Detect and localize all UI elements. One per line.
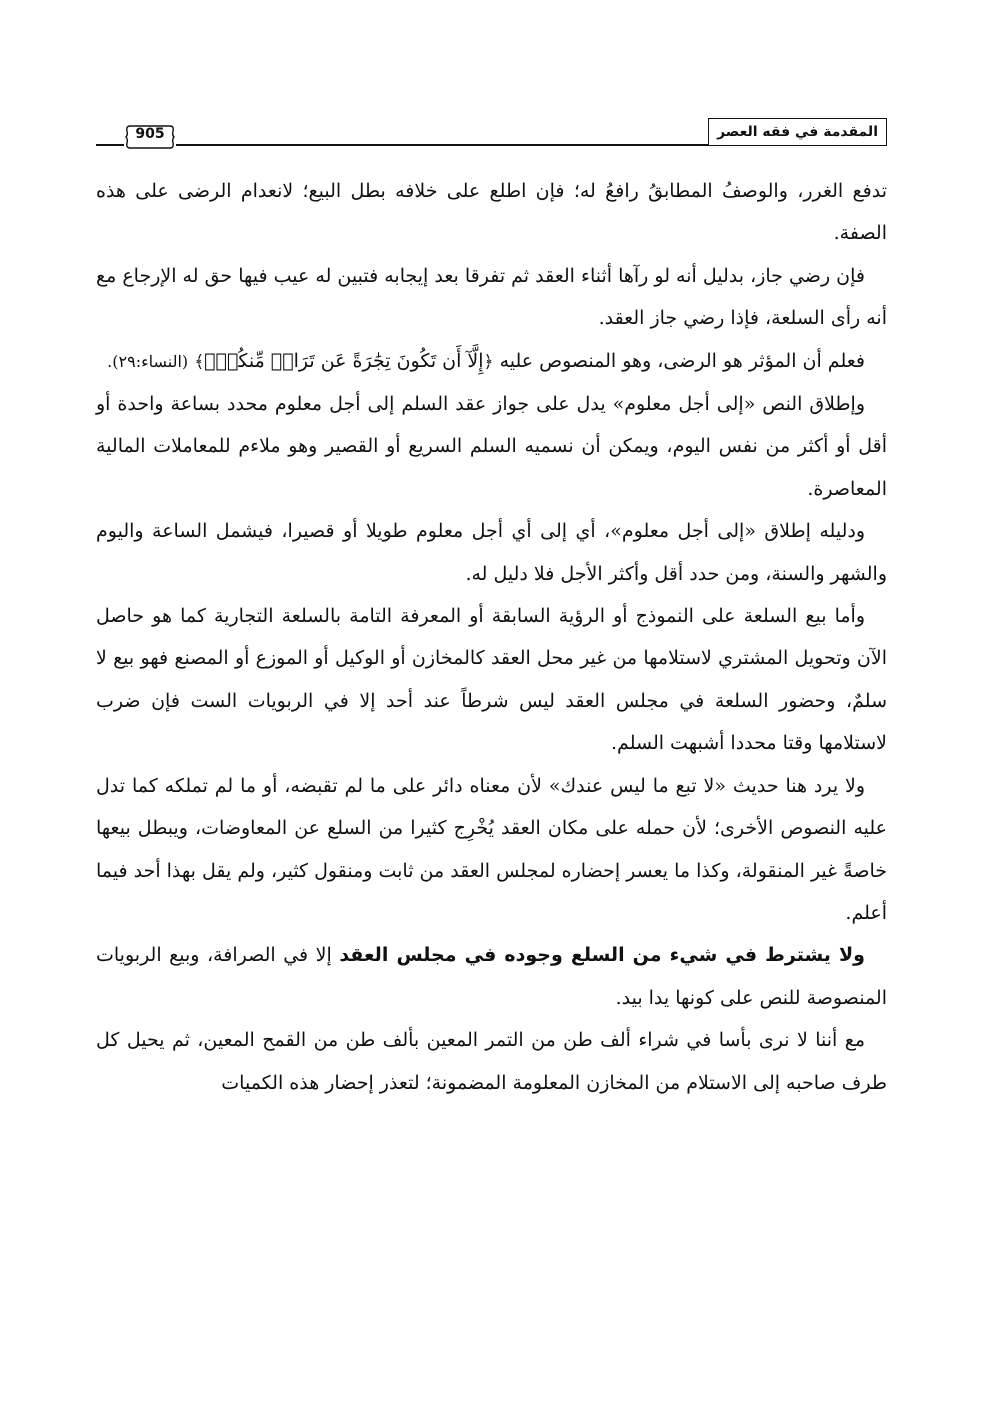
running-header	[96, 118, 887, 148]
paragraph-3-lead: فعلم أن المؤثر هو الرضى، وهو المنصوص عليه	[499, 349, 865, 372]
paragraph-1: تدفع الغرر، والوصفُ المطابقُ رافعُ له؛ فإن اطلع على خلافه بطل البيع؛ لانعدام الرضى على هذه الصفة.	[96, 180, 887, 245]
quran-bracket-open: ﴿	[483, 351, 494, 372]
paragraph-8	[96, 934, 887, 1019]
paragraph-8-bold-lead: ولا يشترط في شيء من السلع وجوده في مجلس العقد	[339, 944, 865, 967]
paragraph-2: فإن رضي جاز، بدليل أنه لو رآها أثناء العقد ثم تفرقا بعد إيجابه فتبين له عيب فيها حق له الإرجاع مع أنه رأى السلعة، فإذا رضي جاز العقد.	[96, 264, 887, 330]
paragraph-6: وأما بيع السلعة على النموذج أو الرؤية السابقة أو المعرفة التامة بالسلعة التجارية كما هو حاصل الآن وتحويل المشتري لاستلامها من غير محل العقد كالمخازن أو الوكيل أو الموزع أو المصنع فهو بيع لا سلمٌ، وحضور السلعة في مجلس العقد ليس شرطاً عند أحد إلا في الربويات الست فإن ضرب لاستلامها وقتا محددا أشبهت السلم.	[96, 605, 887, 755]
paragraph-4: وإطلاق النص «إلى أجل معلوم» يدل على جواز عقد السلم إلى أجل معلوم محدد بساعة واحدة أو أقل أو أكثر من نفس اليوم، ويمكن أن نسميه السلم السريع أو القصير وهو ملاءم للمعاملات المالية المعاصرة.	[96, 393, 887, 500]
body-text	[96, 170, 887, 1104]
paragraph-7: ولا يرد هنا حديث «لا تبع ما ليس عندك» لأن معناه دائر على ما لم تقبضه، أو ما لم تملكه كما تدل عليه النصوص الأخرى؛ لأن حمله على مكان العقد يُخْرِج كثيرا من السلع عن المعاوضات، ويبطل بيعها خاصةً غير المنقولة، وكذا ما يعسر إحضاره لمجلس العقد من ثابت ومنقول كثير، ولم يقل بهذا أحد فيما أعلم.	[95, 774, 887, 924]
quran-bracket-close: ﴾	[194, 351, 205, 372]
page-number: 905	[135, 126, 165, 142]
verse-citation: (النساء:٢٩).	[107, 351, 189, 371]
quran-verse: إِلَّآ أَن تَكُونَ تِجَٰرَةً عَن تَرَاضٖ مِّنكُمۡۚ	[204, 349, 484, 372]
page-number-badge	[124, 122, 176, 152]
paragraph-5: ودليله إطلاق «إلى أجل معلوم»، أي إلى أي أجل معلوم طويلا أو قصيرا، فيشمل الساعة واليوم والشهر والسنة، ومن حدد أقل وأكثر الأجل فلا دليل له.	[96, 520, 887, 585]
book-title: المقدمة في فقه العصر	[708, 118, 887, 145]
paragraph-8-rest: إلا في الصرافة، وبيع الربويات المنصوصة للنص على كونها يدا بيد.	[96, 944, 887, 1009]
paragraph-9: مع أننا لا نرى بأسا في شراء ألف طن من التمر المعين بألف طن من القمح المعين، ثم يحيل كل طرف صاحبه إلى الاستلام من المخازن المعلومة المضمونة؛ لتعذر إحضار هذه الكميات	[96, 1029, 887, 1094]
paragraph-3	[96, 340, 887, 383]
